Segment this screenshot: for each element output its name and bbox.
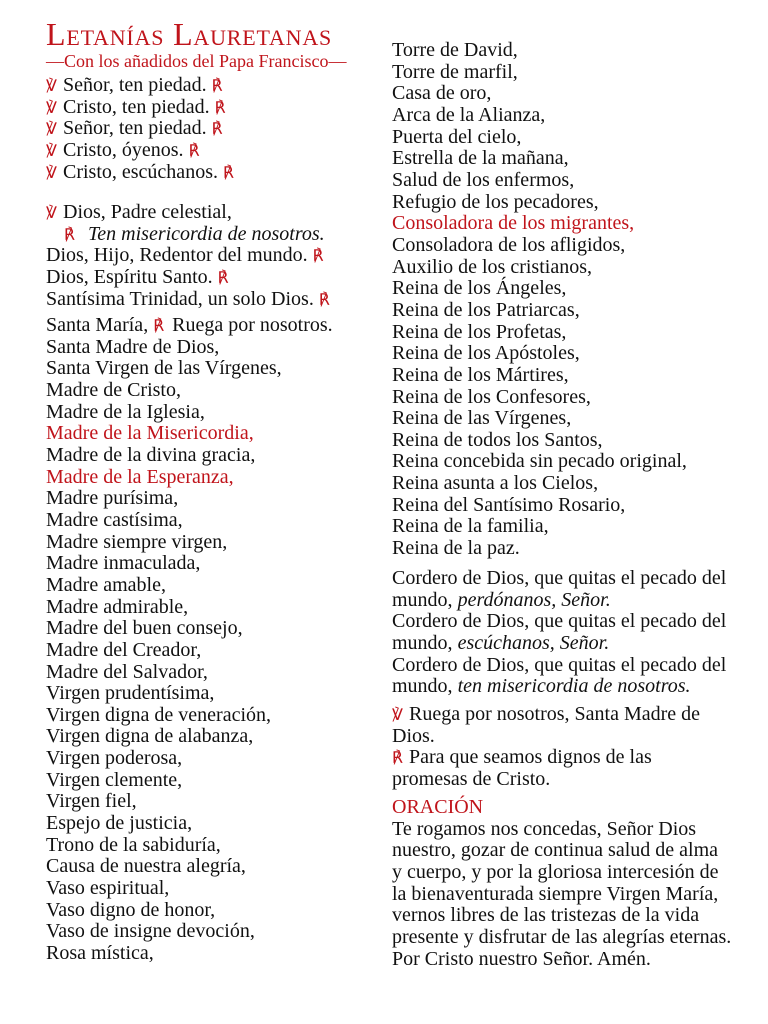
invocation-line: Virgen digna de alabanza, <box>46 725 254 748</box>
agnus-dei-petition-line <box>392 590 726 612</box>
subtitle: —Con los añadidos del Papa Francisco— <box>46 51 347 71</box>
agnus-dei-petition: escúchanos, Señor. <box>457 631 610 654</box>
invocation-line: Torre de David, <box>392 39 518 61</box>
response-symbol: ℟ <box>211 119 223 139</box>
agnus-dei-prefix: mundo, <box>392 675 453 698</box>
trinity-text: Dios, Hijo, Redentor del mundo. <box>46 244 308 267</box>
versicle-symbol: ℣ <box>46 162 57 182</box>
added-invocation-line: Madre de la Misericordia, <box>46 422 254 445</box>
response-symbol: ℟ <box>312 246 324 266</box>
closing-versicle <box>392 704 700 791</box>
trinity-response: Ten misericordia de nosotros. <box>88 222 325 245</box>
trinity-response-line <box>46 224 330 246</box>
marian-first-line <box>46 315 333 337</box>
right-column <box>392 0 762 1024</box>
invocation-line: Reina de los Profetas, <box>392 320 567 343</box>
trinity-line <box>46 267 330 289</box>
invocation-line: Santa Virgen de las Vírgenes, <box>46 357 282 380</box>
invocation-line: Espejo de justicia, <box>46 812 193 835</box>
invocation-line: Virgen clemente, <box>46 768 183 791</box>
response-symbol: ℟ <box>217 267 229 287</box>
trinity-invocation: Dios, Padre celestial, <box>63 201 232 223</box>
trinity-text: Dios, Espíritu Santo. <box>46 265 213 288</box>
prayer-heading: ORACIÓN <box>392 796 484 818</box>
invocation-line: Madre amable, <box>46 573 166 596</box>
response-symbol: ℟ <box>188 140 200 160</box>
invocation-line: Reina de la familia, <box>392 515 549 538</box>
trinity-text: Santísima Trinidad, un solo Dios. <box>46 287 314 310</box>
kyrie-text: Cristo, óyenos. <box>63 138 184 161</box>
response-symbol: ℟ <box>392 748 403 768</box>
added-invocation-line: Madre de la Esperanza, <box>46 465 234 488</box>
invocation-line: Virgen fiel, <box>46 790 137 813</box>
invocation-line: Virgen digna de veneración, <box>46 703 272 726</box>
invocation-line: Reina de los Mártires, <box>392 363 569 386</box>
response-symbol: ℟ <box>222 162 234 182</box>
invocation-line: Salud de los enfermos, <box>392 168 575 191</box>
invocation-line: Madre inmaculada, <box>46 552 201 575</box>
versicle-symbol: ℣ <box>46 140 57 160</box>
invocation-line: Vaso espiritual, <box>46 877 170 900</box>
response-text: Para que seamos dignos de las <box>409 746 652 769</box>
kyrie-section <box>46 75 234 183</box>
invocation-line: Auxilio de los cristianos, <box>392 255 592 278</box>
agnus-dei-line: Cordero de Dios, que quitas el pecado del <box>392 567 727 589</box>
prayer-line: presente y disfrutar de las alegrías eternas. <box>392 925 732 948</box>
agnus-dei-prefix: mundo, <box>392 588 453 611</box>
agnus-dei-prefix: mundo, <box>392 631 453 654</box>
invocation-line: Virgen poderosa, <box>46 747 183 770</box>
invocation-line: Reina de los Ángeles, <box>392 277 567 300</box>
marian-invocation: Santa María, <box>46 314 149 336</box>
invocation-line: Reina del Santísimo Rosario, <box>392 493 626 516</box>
kyrie-line <box>46 162 234 184</box>
page-title: Letanías Lauretanas <box>46 16 333 52</box>
agnus-dei-line: Cordero de Dios, que quitas el pecado del <box>392 610 727 633</box>
invocation-line: Madre admirable, <box>46 595 189 618</box>
kyrie-line <box>46 97 234 119</box>
invocation-line: Arca de la Alianza, <box>392 103 546 126</box>
versicle-text: Ruega por nosotros, Santa Madre de <box>409 703 701 725</box>
invocation-line: Rosa mística, <box>46 942 154 965</box>
response-symbol: ℟ <box>64 224 75 244</box>
invocation-line: Reina de la paz. <box>392 537 520 560</box>
invocation-line: Vaso digno de honor, <box>46 898 216 921</box>
trinity-invocation-line <box>46 202 330 224</box>
prayer-line: nuestro, gozar de continua salud de alma <box>392 839 718 862</box>
kyrie-line <box>46 75 234 97</box>
versicle-symbol: ℣ <box>46 119 57 139</box>
kyrie-text: Señor, ten piedad. <box>63 74 207 96</box>
invocation-line: Madre purísima, <box>46 487 179 510</box>
invocation-line: Puerta del cielo, <box>392 125 522 148</box>
invocation-line: Madre siempre virgen, <box>46 530 228 553</box>
invocation-line: Casa de oro, <box>392 82 492 105</box>
agnus-dei-petition-line <box>392 676 726 698</box>
trinity-section <box>46 202 330 310</box>
trinity-line <box>46 289 330 311</box>
versicle-symbol: ℣ <box>392 705 403 724</box>
prayer-line: Por Cristo nuestro Señor. Amén. <box>392 947 651 970</box>
agnus-dei-petition: ten misericordia de nosotros. <box>457 675 691 698</box>
prayer-section <box>392 797 731 970</box>
prayer-line: Te rogamos nos concedas, Señor Dios <box>392 817 697 840</box>
marian-response: Ruega por nosotros. <box>172 314 333 336</box>
invocation-line: Madre de la divina gracia, <box>46 443 256 466</box>
invocation-line: Madre de Cristo, <box>46 378 181 401</box>
response-line: promesas de Cristo. <box>392 767 551 790</box>
invocation-line: Reina de los Apóstoles, <box>392 342 580 365</box>
agnus-dei-section <box>392 568 726 698</box>
invocation-line: Madre castísima, <box>46 508 183 531</box>
invocation-line: Reina de los Confesores, <box>392 385 591 408</box>
response-symbol: ℟ <box>211 76 223 95</box>
invocation-line: Madre del buen consejo, <box>46 617 243 640</box>
invocation-line: Consoladora de los afligidos, <box>392 233 626 256</box>
invocation-line: Reina de los Patriarcas, <box>392 298 580 321</box>
prayer-line: y cuerpo, y por la gloriosa intercesión de <box>392 860 719 883</box>
invocation-line: Virgen prudentísima, <box>46 682 215 705</box>
versicle-symbol: ℣ <box>46 76 57 95</box>
kyrie-text: Cristo, ten piedad. <box>63 95 210 118</box>
invocation-line: Reina concebida sin pecado original, <box>392 450 687 473</box>
invocation-line: Madre de la Iglesia, <box>46 400 205 423</box>
agnus-dei-petition-line <box>392 633 726 655</box>
invocation-line: Reina de todos los Santos, <box>392 428 603 451</box>
invocation-line: Reina de las Vírgenes, <box>392 407 572 430</box>
marian-invocations-left <box>46 315 333 965</box>
versicle-symbol: ℣ <box>46 97 57 117</box>
invocation-line: Madre del Creador, <box>46 638 202 661</box>
kyrie-text: Señor, ten piedad. <box>63 117 207 140</box>
response-symbol: ℟ <box>153 316 165 335</box>
invocation-line: Causa de nuestra alegría, <box>46 855 246 878</box>
invocation-line: Refugio de los pecadores, <box>392 190 599 213</box>
invocation-line: Estrella de la mañana, <box>392 147 569 170</box>
left-column <box>46 0 382 1024</box>
response-symbol: ℟ <box>214 97 226 117</box>
marian-invocations-right <box>392 40 687 560</box>
prayer-line: la bienaventurada siempre Virgen María, <box>392 882 719 905</box>
invocation-line: Reina asunta a los Cielos, <box>392 472 599 495</box>
kyrie-text: Cristo, escúchanos. <box>63 160 218 183</box>
response-symbol: ℟ <box>318 289 330 309</box>
trinity-line <box>46 245 330 267</box>
response-line <box>392 747 700 769</box>
versicle-line <box>392 704 700 726</box>
agnus-dei-line: Cordero de Dios, que quitas el pecado del <box>392 653 727 676</box>
invocation-line: Trono de la sabiduría, <box>46 833 221 856</box>
prayer-line: vernos libres de las tristezas de la vida <box>392 904 700 927</box>
invocation-line: Madre del Salvador, <box>46 660 208 683</box>
agnus-dei-petition: perdónanos, Señor. <box>457 588 611 611</box>
kyrie-line <box>46 118 234 140</box>
versicle-line: Dios. <box>392 724 435 747</box>
invocation-line: Torre de marfil, <box>392 60 518 83</box>
kyrie-line <box>46 140 234 162</box>
invocation-line: Santa Madre de Dios, <box>46 335 220 358</box>
invocation-line: Vaso de insigne devoción, <box>46 920 255 943</box>
versicle-symbol: ℣ <box>46 203 57 222</box>
added-invocation-line: Consoladora de los migrantes, <box>392 212 635 235</box>
